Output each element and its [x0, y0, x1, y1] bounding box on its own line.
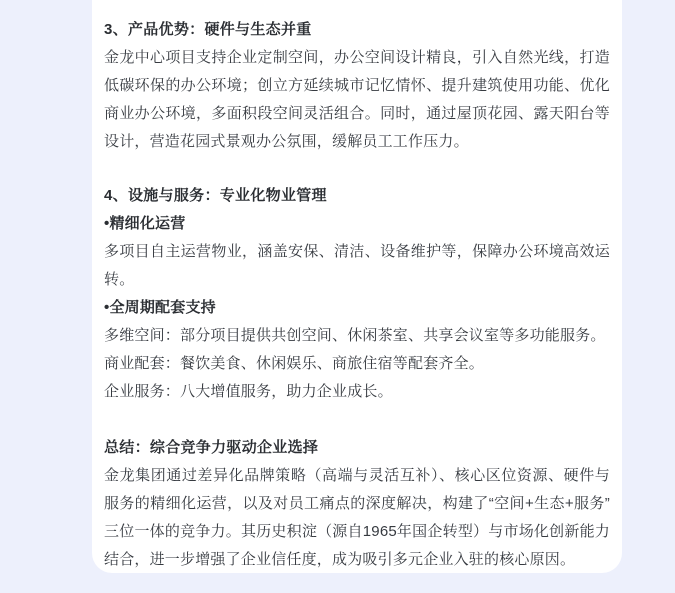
- section-summary: [104, 434, 610, 573]
- list-item-commercial-support: 商业配套：餐饮美食、休闲娱乐、商旅住宿等配套齐全。: [104, 355, 485, 372]
- list-item-enterprise-services: 企业服务：八大增值服务，助力企业成长。: [104, 383, 393, 400]
- section-product-advantages: [104, 16, 610, 156]
- paragraph-refined-operation: 多项目自主运营物业，涵盖安保、清洁、设备维护等，保障办公环境高效运转。: [104, 243, 610, 288]
- section-heading-summary: 总结：综合竞争力驱动企业选择: [104, 439, 319, 456]
- list-item-multi-space: 多维空间：部分项目提供共创空间、休闲茶室、共享会议室等多功能服务。: [104, 327, 606, 344]
- bullet-heading-full-cycle-support: •全周期配套支持: [104, 299, 216, 316]
- content-card: [92, 0, 622, 573]
- paragraph-summary: 金龙集团通过差异化品牌策略（高端与灵活互补）、核心区位资源、硬件与服务的精细化运营，以及对员工痛点的深度解决，构建了“空间+生态+服务”三位一体的竞争力。其历史积淀（源自1965年国企转型）与市场化创新能力结合，进一步增强了企业信任度，成为吸引多元企业入驻的核心原因。: [104, 467, 610, 568]
- section-heading-product-advantages: 3、产品优势：硬件与生态并重: [104, 21, 312, 38]
- section-heading-facilities-services: 4、设施与服务：专业化物业管理: [104, 187, 327, 204]
- paragraph-product-advantages: 金龙中心项目支持企业定制空间，办公空间设计精良，引入自然光线，打造低碳环保的办公环境；创立方延续城市记忆情怀、提升建筑使用功能、优化商业办公环境，多面积段空间灵活组合。同时，通过屋顶花园、露天阳台等设计，营造花园式景观办公氛围，缓解员工工作压力。: [104, 49, 610, 150]
- section-facilities-services: [104, 182, 610, 406]
- bullet-heading-refined-operation: •精细化运营: [104, 215, 186, 232]
